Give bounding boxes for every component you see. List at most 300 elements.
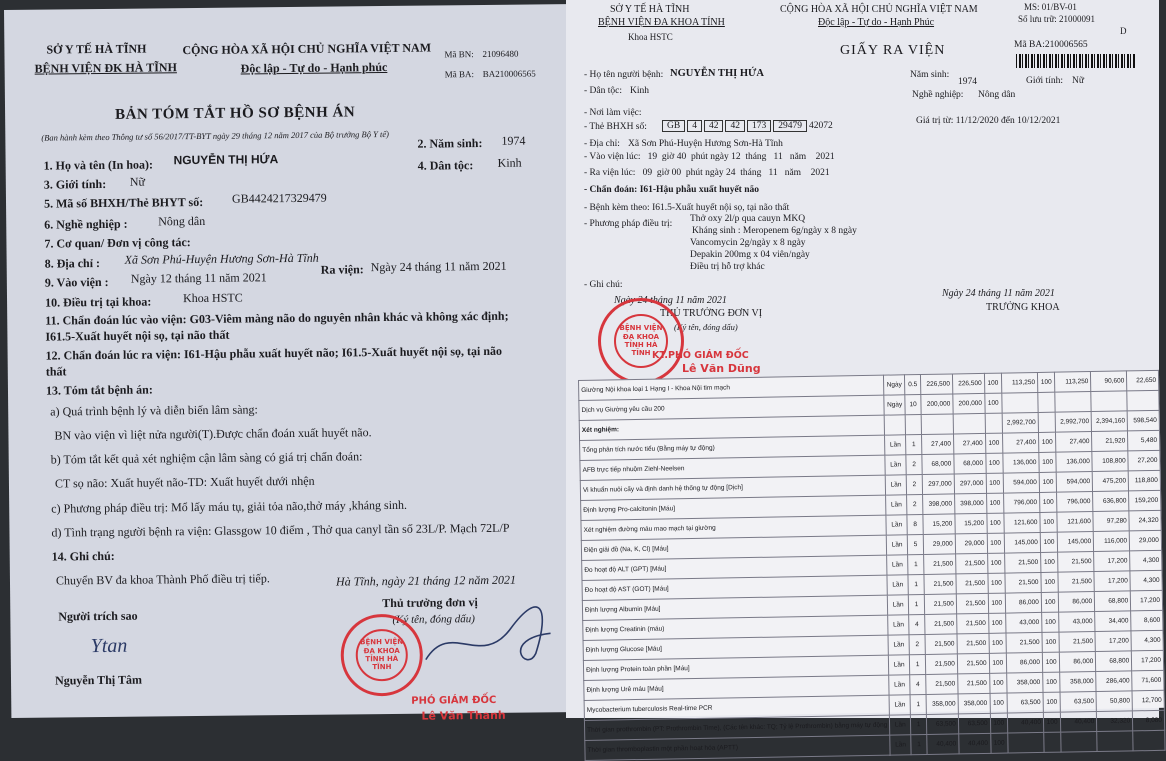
table-cell: 2,992,700: [1055, 412, 1091, 433]
ethnicity-value: Kinh: [497, 155, 522, 170]
billing-sheet: [578, 370, 1165, 754]
table-cell: [953, 413, 985, 434]
gender-label-r: Giới tính:: [1026, 76, 1063, 86]
table-cell: [884, 415, 905, 435]
insurance-box: 173: [747, 120, 771, 132]
table-cell: 100: [1037, 372, 1055, 392]
birth-year-value: 1974: [501, 133, 526, 148]
workplace-label-r: - Nơi làm việc:: [584, 108, 642, 118]
table-cell: 118,800: [1128, 470, 1160, 491]
table-cell: 100: [1042, 612, 1060, 632]
discharge-title: GIẤY RA VIỆN: [840, 43, 946, 58]
table-cell: 21,500: [956, 593, 988, 614]
ethnicity-r: Kinh: [630, 86, 649, 96]
table-cell: 100: [1042, 652, 1060, 672]
table-cell: Lần: [888, 615, 909, 635]
insurance-validity: Giá trị từ: 11/12/2020 đến 10/12/2021: [916, 116, 1061, 126]
table-cell: 68,800: [1096, 651, 1132, 672]
head-title: Thủ trưởng đơn vị: [382, 595, 478, 611]
table-cell-description: Định lượng Albumin [Máu]: [582, 595, 888, 620]
table-cell: 100: [989, 633, 1007, 653]
table-cell: 4: [909, 614, 925, 634]
table-cell: [905, 415, 921, 435]
admission-diagnosis-cont: I61.5-Xuất huyết nội sọ, tại não thất: [45, 327, 230, 344]
table-cell: 100: [1041, 552, 1059, 572]
table-cell: 136,000: [1056, 452, 1092, 473]
table-cell: 108,800: [1092, 451, 1128, 472]
table-cell: 100: [988, 593, 1006, 613]
discharge-diagnosis: 12. Chẩn đoán lúc ra viện: I61-Hậu phẫu xuất huyết não; I61.5-Xuất huyết nội sọ, tại não: [45, 343, 503, 363]
table-cell: 594,000: [1003, 472, 1039, 493]
table-cell: 21,500: [956, 613, 988, 634]
table-cell: 100: [1040, 532, 1058, 552]
table-cell: 2,992,700: [1002, 412, 1038, 433]
table-cell: 97,280: [1093, 511, 1129, 532]
insurance-label: 5. Mã số BHXH/Thẻ BHYT số:: [43, 194, 204, 211]
table-cell-description: Xét nghiệm đường máu mao mạch tại giường: [581, 515, 887, 540]
table-cell: Lần: [890, 715, 911, 735]
insurance-label-r: - Thẻ BHXH số:: [584, 122, 647, 132]
table-cell: 22,650: [1127, 370, 1159, 391]
discharge-time: - Ra viện lúc: 09 giờ 00 phút ngày 24 tháng 11 năm 2021: [584, 168, 830, 178]
table-cell: 17,200: [1095, 631, 1131, 652]
table-cell: 10: [905, 395, 921, 415]
birth-year-r: 1974: [958, 77, 977, 87]
birth-year-label-r: Năm sinh:: [910, 70, 950, 80]
table-cell: 29,000: [955, 533, 987, 554]
table-cell: 100: [986, 493, 1004, 513]
table-cell: Lần: [886, 515, 907, 535]
table-cell-description: Đo hoạt độ AST (GOT) [Máu]: [582, 575, 888, 600]
table-cell: 136,000: [1003, 452, 1039, 473]
table-cell: 100: [985, 453, 1003, 473]
document-title: BẢN TÓM TẮT HỒ SƠ BỆNH ÁN: [115, 104, 356, 123]
name-value: NGUYỄN THỊ HỨA: [173, 152, 279, 168]
insurance-tail: 42072: [808, 121, 833, 131]
table-cell: 21,500: [925, 614, 957, 635]
table-cell: 86,000: [1005, 592, 1041, 613]
table-cell-description: Dịch vụ Giường yêu cầu 200: [579, 395, 885, 420]
table-cell: 2: [909, 634, 925, 654]
table-cell: 100: [1043, 692, 1061, 712]
table-cell: 200,000: [921, 394, 953, 415]
admission-time: - Vào viện lúc: 19 giờ 40 phút ngày 12 tháng 11 năm 2021: [584, 152, 835, 162]
table-cell: 21,500: [1005, 552, 1041, 573]
lab-results-value: CT sọ não: Xuất huyết não-TD: Xuất huyết dưới nhện: [54, 473, 315, 491]
right-republic: CỘNG HÒA XÃ HỘI CHỦ NGHĨA VIỆT NAM: [780, 4, 978, 15]
table-cell: 358,000: [926, 694, 958, 715]
table-cell: [1044, 732, 1062, 752]
table-cell: 2: [907, 495, 923, 515]
document-subtitle: (Ban hành kèm theo Thông tư số 56/2017/TT-BYT ngày 29 tháng 12 năm 2017 của Bộ trưởng Bộ Y tế): [41, 128, 389, 143]
table-cell: 21,500: [955, 553, 987, 574]
table-cell: 100: [1039, 452, 1057, 472]
table-cell-description: Định lượng Protein toàn phần [Máu]: [583, 655, 889, 680]
table-cell: Lần: [890, 735, 911, 755]
sign-date-right: Ngày 24 tháng 11 năm 2021: [942, 288, 1055, 299]
name-label: 1. Họ và tên (In hoa):: [43, 157, 154, 173]
table-cell: 2: [906, 475, 922, 495]
table-cell: 15,200: [955, 513, 987, 534]
insurance-value: GB4424217329479: [231, 190, 327, 206]
place-date: Hà Tĩnh, ngày 21 tháng 12 năm 2021: [335, 572, 517, 589]
table-cell: 27,400: [1056, 432, 1092, 453]
treatment-item: Thở oxy 2l/p qua cauyn MKQ: [690, 214, 806, 224]
table-cell: [921, 414, 953, 435]
republic-name: CỘNG HÒA XÃ HỘI CHỦ NGHĨA VIỆT NAM: [182, 40, 432, 58]
table-cell-description: Định lượng Pro-calcitonin [Máu]: [581, 495, 887, 520]
table-cell: 50,800: [1096, 691, 1132, 712]
treatment-item: Kháng sinh : Meropenem 6g/ngày x 8 ngày: [692, 226, 857, 236]
table-cell: 1: [910, 714, 926, 734]
archive-number: Số lưu trữ: 21000091: [1018, 14, 1096, 24]
unit-head-note: (Ký tên, đóng dấu): [674, 322, 738, 332]
table-cell: 121,600: [1004, 512, 1040, 533]
right-hospital: BỆNH VIỆN ĐA KHOA TỈNH: [598, 17, 725, 28]
table-cell: [1133, 730, 1165, 751]
table-cell: 17,200: [1094, 571, 1130, 592]
table-cell: 86,000: [1059, 592, 1095, 613]
hospital-name: BỆNH VIỆN ĐK HÀ TĨNH: [34, 60, 177, 76]
form-number: MS: 01/BV-01: [1024, 2, 1077, 12]
stamp-text-right: BỆNH VIỆN ĐA KHOA TỈNH HÀ TĨNH: [614, 314, 668, 368]
admission-label: 9. Vào viện :: [44, 274, 109, 290]
table-cell: 27,400: [953, 433, 985, 454]
table-cell: 358,000: [1060, 672, 1096, 693]
table-cell-description: Định lượng Glucose [Máu]: [583, 635, 889, 660]
right-motto: Độc lập - Tự do - Hạnh Phúc: [818, 17, 935, 28]
discharge-label: Ra viện:: [320, 262, 364, 277]
table-cell: [1055, 392, 1091, 413]
table-cell: 68,800: [1095, 591, 1131, 612]
occupation-label-r: Nghề nghiệp:: [912, 90, 964, 100]
table-cell: 29,000: [923, 534, 955, 555]
table-cell: 17,200: [1094, 551, 1130, 572]
table-cell: 40,400: [1007, 712, 1043, 733]
table-cell: 145,000: [1004, 532, 1040, 553]
deputy-title: PHÓ GIÁM ĐỐC: [411, 694, 497, 707]
table-cell: 145,000: [1058, 532, 1094, 553]
table-cell: 297,000: [922, 474, 954, 495]
record-id-label: Mã BA:: [444, 69, 474, 80]
table-cell: 0.5: [905, 375, 921, 395]
treatment-label: - Phương pháp điều trị:: [584, 219, 673, 229]
table-cell: [1038, 412, 1056, 432]
billing-table-body: [579, 370, 1166, 760]
table-cell: 24,320: [1129, 510, 1161, 531]
table-cell-description: Mycobacterium tuberculosis Real-time PCR: [584, 695, 890, 720]
table-cell: 116,000: [1094, 531, 1130, 552]
table-cell: Lần: [885, 455, 906, 475]
gender-value: Nữ: [129, 174, 146, 189]
birth-year-label: 2. Năm sinh:: [417, 135, 483, 151]
discharge-diagnosis-cont: thất: [45, 364, 67, 379]
insurance-box: GB: [662, 120, 685, 132]
sign-date-left: Ngày 24 tháng 11 năm 2021: [614, 295, 727, 306]
discharge-value: Ngày 24 tháng 11 năm 2021: [370, 258, 507, 275]
table-cell: 1: [908, 554, 924, 574]
table-cell: 21,500: [925, 634, 957, 655]
table-cell: Lần: [886, 495, 907, 515]
table-cell: 40,400: [1061, 711, 1097, 732]
record-number: Mã BA:210006565: [1014, 40, 1088, 50]
table-cell-description: Định lượng Creatinin (máu): [583, 615, 889, 640]
table-cell: Ngày: [884, 375, 905, 395]
table-cell: 100: [1040, 512, 1058, 532]
table-cell: 90,600: [1091, 371, 1127, 392]
table-cell: 8,080: [1133, 710, 1165, 731]
gender-label: 3. Giới tính:: [43, 176, 107, 192]
copier-name: Nguyễn Thị Tâm: [54, 672, 143, 688]
table-cell: 27,200: [1128, 450, 1160, 471]
table-cell: 286,400: [1096, 671, 1132, 692]
table-cell: Lần: [885, 435, 906, 455]
notes-label-r: - Ghi chú:: [584, 280, 623, 290]
address-label-r: - Địa chỉ:: [584, 139, 620, 149]
table-cell: 100: [984, 393, 1002, 413]
table-cell: [1127, 390, 1159, 411]
table-cell: 1: [908, 574, 924, 594]
table-cell-description: Đo hoạt độ ALT (GPT) [Máu]: [582, 555, 888, 580]
patient-name: NGUYỄN THỊ HỨA: [670, 68, 764, 79]
table-cell: 100: [990, 693, 1008, 713]
motto: Độc lập - Tự do - Hạnh phúc: [240, 59, 388, 76]
table-cell: 8,600: [1131, 610, 1163, 631]
table-cell: 113,250: [1055, 372, 1091, 393]
table-cell: 21,920: [1092, 431, 1128, 452]
table-cell: 32,320: [1097, 711, 1133, 732]
table-cell: 200,000: [953, 393, 985, 414]
table-cell: 1: [911, 734, 927, 754]
archive-suffix: D: [1120, 26, 1127, 36]
table-cell: 21,500: [924, 554, 956, 575]
table-cell-description: Xét nghiệm:: [579, 415, 885, 440]
table-cell-description: Giường Nội khoa loại 1 Hạng I - Khoa Nội tim mạch: [579, 375, 885, 400]
table-cell: 63,500: [926, 714, 958, 735]
table-cell: 21,500: [957, 653, 989, 674]
table-cell: Lần: [887, 535, 908, 555]
table-cell: 121,600: [1057, 512, 1093, 533]
diagnosis: - Chẩn đoán: I61-Hậu phẫu xuất huyết não: [584, 185, 760, 195]
unit-head-title: THỦ TRƯỞNG ĐƠN VỊ: [660, 308, 763, 319]
right-ministry: SỞ Y TẾ HÀ TĨNH: [610, 4, 690, 15]
table-cell: 1: [906, 435, 922, 455]
table-cell: 100: [1042, 632, 1060, 652]
table-cell: 21,500: [924, 594, 956, 615]
table-cell: 226,500: [952, 373, 984, 394]
department-label: 10. Điều trị tại khoa:: [44, 294, 152, 310]
table-cell: 100: [987, 553, 1005, 573]
gender-r: Nữ: [1072, 76, 1085, 86]
table-cell: Lần: [888, 595, 909, 615]
table-cell: 4,300: [1131, 630, 1163, 651]
table-cell: 2: [906, 455, 922, 475]
table-cell: 40,400: [927, 734, 959, 755]
case-summary-label: 13. Tóm tắt bệnh án:: [45, 382, 153, 398]
table-cell: 68,000: [954, 453, 986, 474]
table-cell: 21,500: [1058, 572, 1094, 593]
clinical-course-label: a) Quá trình bệnh lý và diễn biến lâm sàng:: [50, 402, 258, 419]
notes-label: 14. Ghi chú:: [51, 548, 115, 564]
table-cell: 796,000: [1004, 492, 1040, 513]
table-cell: 100: [990, 713, 1008, 733]
workplace-label: 7. Cơ quan/ Đơn vị công tác:: [44, 235, 191, 251]
insurance-box: 42: [725, 120, 745, 132]
record-id: BA210006565: [482, 68, 536, 79]
patient-id: 21096480: [482, 48, 519, 59]
occupation-r: Nông dân: [978, 90, 1016, 100]
table-cell: 21,500: [1058, 552, 1094, 573]
insurance-box: 42: [704, 120, 724, 132]
table-cell: 21,500: [925, 654, 957, 675]
treatment-item: Vancomycin 2g/ngày x 8 ngày: [690, 238, 806, 248]
copier-signature: Ytan: [90, 634, 128, 658]
barcode: [1016, 54, 1136, 68]
table-cell: 27,400: [1002, 432, 1038, 453]
table-cell: 159,200: [1129, 490, 1161, 511]
table-cell: 358,000: [1007, 672, 1043, 693]
table-cell-description: AFB trực tiếp nhuộm Ziehl-Neelsen: [580, 455, 886, 480]
table-cell: Lần: [889, 655, 910, 675]
table-cell: 63,500: [958, 713, 990, 734]
table-cell: Lần: [887, 575, 908, 595]
table-cell: 21,500: [958, 673, 990, 694]
table-cell: 5,480: [1128, 430, 1160, 451]
table-cell-description: Tổng phân tích nước tiểu (Bằng máy tự động): [580, 435, 886, 460]
table-cell: 100: [1039, 472, 1057, 492]
case-summary-document: [4, 4, 583, 723]
table-cell: 29,000: [1129, 530, 1161, 551]
table-cell: 100: [1043, 712, 1061, 732]
table-cell: 297,000: [954, 473, 986, 494]
table-cell: 34,400: [1095, 611, 1131, 632]
table-cell: 100: [1041, 592, 1059, 612]
insurance-box: 4: [687, 120, 702, 132]
table-cell: 21,500: [1059, 632, 1095, 653]
department-value: Khoa HSTC: [182, 290, 243, 306]
discharge-condition: d) Tình trạng người bệnh ra viện: Glassgow 10 điểm , Thở qua canyl tần số 23L/P. Mạch 72L/P: [51, 520, 510, 540]
table-cell: 113,250: [1001, 372, 1037, 393]
table-cell: 226,500: [921, 374, 953, 395]
table-cell: 100: [1043, 672, 1061, 692]
occupation-label: 6. Nghề nghiệp :: [44, 216, 128, 232]
table-cell: 17,200: [1132, 650, 1164, 671]
table-cell: 2,394,160: [1091, 411, 1127, 432]
table-cell: 1: [910, 694, 926, 714]
table-cell: 21,500: [924, 574, 956, 595]
treatment-method: c) Phương pháp điều trị: Mổ lấy máu tụ, giải tỏa não,thở máy ,kháng sinh.: [51, 497, 408, 516]
address-value: Xã Sơn Phú-Huyện Hương Sơn-Hà Tĩnh: [124, 250, 319, 267]
ethnicity-label-r: - Dân tộc:: [584, 86, 622, 96]
head-sign-note: (Ký tên, đóng dấu): [392, 613, 475, 626]
hospital-stamp-right: [598, 298, 684, 384]
hospital-stamp: [340, 614, 423, 697]
ethnicity-label: 4. Dân tộc:: [417, 158, 474, 173]
table-cell: [1061, 731, 1097, 752]
table-cell: [1097, 731, 1133, 752]
table-cell: 100: [990, 733, 1008, 753]
head-signature: [420, 598, 561, 679]
table-cell: 100: [987, 533, 1005, 553]
lab-results-label: b) Tóm tắt kết quả xét nghiệm cận lâm sàng có giá trị chẩn đoán:: [50, 449, 363, 467]
table-cell: [1008, 732, 1044, 753]
table-cell: 100: [1038, 432, 1056, 452]
table-cell: 21,500: [1006, 632, 1042, 653]
table-cell: Lần: [889, 695, 910, 715]
occupation-value: Nông dân: [158, 213, 206, 229]
table-cell: 15,200: [923, 514, 955, 535]
table-cell: 598,540: [1127, 410, 1159, 431]
table-cell: 21,500: [957, 633, 989, 654]
table-cell: 86,000: [1060, 652, 1096, 673]
ministry-name: SỞ Y TẾ HÀ TĨNH: [46, 41, 147, 57]
table-cell: 1: [908, 594, 924, 614]
table-cell: 68,000: [922, 454, 954, 475]
table-cell: 43,000: [1059, 612, 1095, 633]
table-cell: 796,000: [1057, 492, 1093, 513]
table-cell: 100: [989, 673, 1007, 693]
table-cell: 4: [910, 674, 926, 694]
table-cell: 5: [907, 534, 923, 554]
address-r: Xã Sơn Phú-Huyện Hương Sơn-Hà Tĩnh: [628, 139, 783, 149]
table-cell: 27,400: [922, 434, 954, 455]
table-cell-description: Thời gian prothrombin (PT: Prothrombin Time), (Các tên khác: TQ; Tỷ lệ Prothrombin) bằng máy tự động: [584, 715, 890, 740]
table-cell: 17,200: [1130, 590, 1162, 611]
table-cell: 12,700: [1132, 690, 1164, 711]
deputy-title-right: KT.PHÓ GIÁM ĐỐC: [652, 350, 749, 361]
table-cell: 100: [1039, 492, 1057, 512]
table-cell: 100: [987, 573, 1005, 593]
table-cell: Lần: [889, 675, 910, 695]
table-cell: 100: [986, 513, 1004, 533]
treatment-item: Depakin 200mg x 04 viên/ngày: [690, 250, 810, 260]
table-cell: 594,000: [1057, 472, 1093, 493]
patient-name-label: - Họ tên người bệnh:: [584, 70, 664, 80]
table-cell: 636,800: [1093, 491, 1129, 512]
table-cell: [1038, 392, 1056, 412]
table-cell: 21,500: [1005, 572, 1041, 593]
table-cell: Lần: [888, 635, 909, 655]
admission-value: Ngày 12 tháng 11 năm 2021: [130, 270, 267, 286]
right-dept: Khoa HSTC: [628, 32, 673, 42]
table-cell: 1: [909, 654, 925, 674]
table-cell-description: Thời gian thromboplastin một phần hoạt hóa (APTT): [585, 735, 891, 760]
table-cell: 100: [984, 373, 1002, 393]
table-cell-description: Vi khuẩn nuôi cấy và định danh hệ thống tự động [Dịch]: [580, 475, 886, 500]
table-cell: [1091, 391, 1127, 412]
table-cell: 40,400: [959, 733, 991, 754]
table-cell: 4,300: [1130, 550, 1162, 571]
copier-label: Người trích sao: [58, 608, 138, 624]
table-cell: 100: [986, 473, 1004, 493]
deputy-name: Lê Văn Thanh: [421, 708, 506, 723]
billing-table: [578, 370, 1166, 761]
clinical-course-value: BN vào viện vì liệt nửa người(T).Được chẩn đoán xuất huyết não.: [54, 425, 372, 443]
insurance-box: 29479: [773, 120, 807, 132]
table-cell: 100: [985, 433, 1003, 453]
table-cell: 63,500: [1007, 692, 1043, 713]
table-cell: 21,500: [956, 573, 988, 594]
treatment-item: Điều trị hỗ trợ khác: [690, 262, 765, 272]
table-cell: 398,000: [923, 494, 955, 515]
patient-id-label: Mã BN:: [444, 49, 474, 60]
insurance-boxes: [662, 120, 833, 132]
admission-diagnosis: 11. Chẩn đoán lúc vào viện: G03-Viêm màng não do nguyên nhân khác và không xác định;: [45, 308, 509, 328]
table-cell: 8: [907, 514, 923, 534]
table-cell: 100: [989, 653, 1007, 673]
table-cell: 398,000: [954, 493, 986, 514]
table-cell: 4,300: [1130, 570, 1162, 591]
